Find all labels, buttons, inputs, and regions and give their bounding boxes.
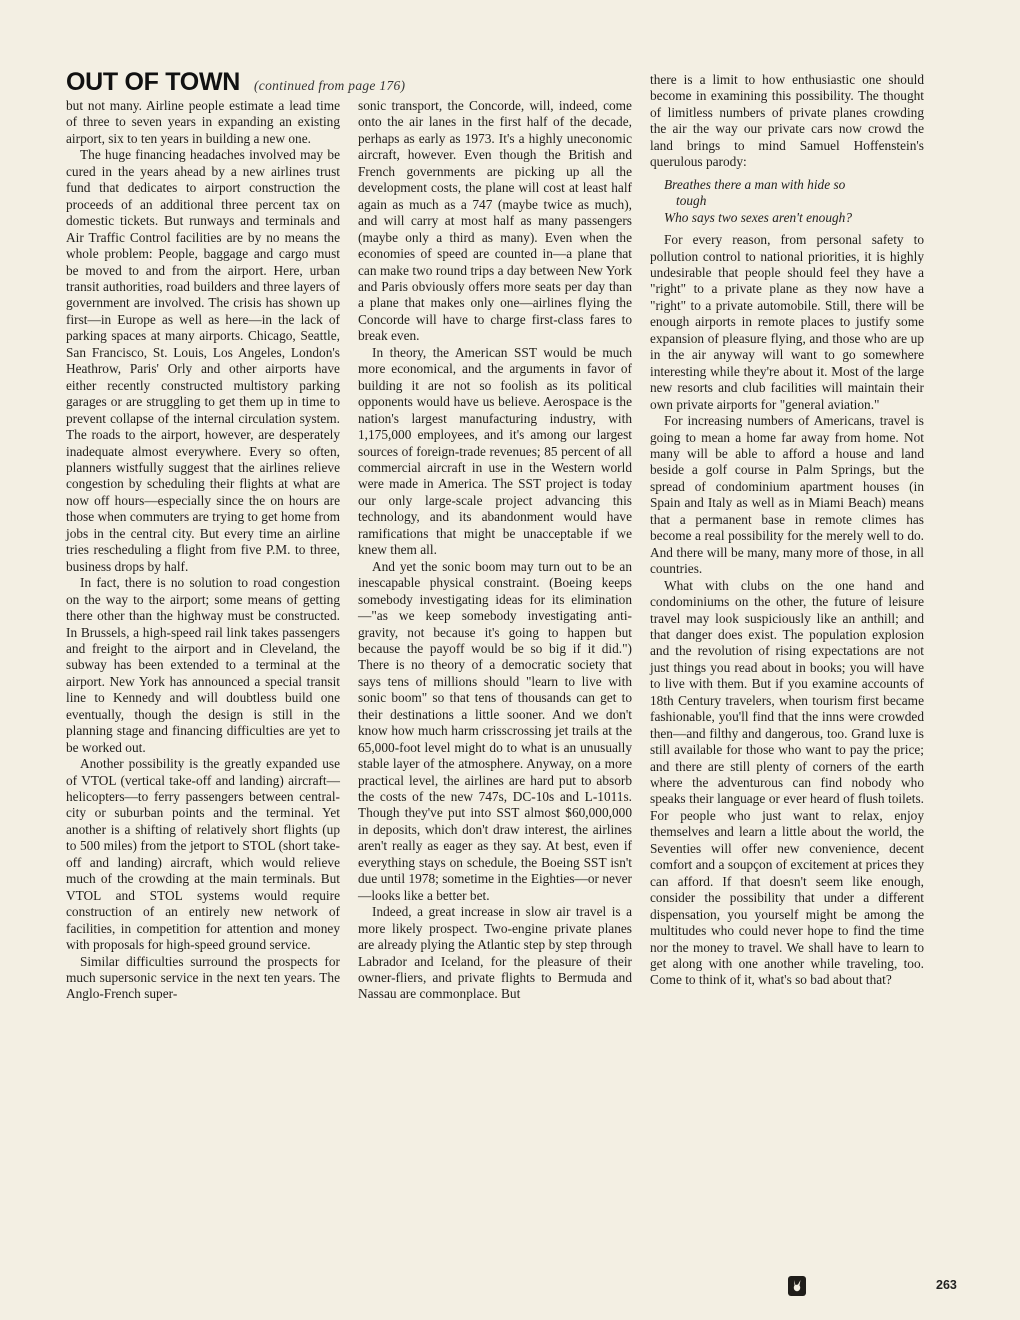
- paragraph: Another possibility is the greatly expanded use of VTOL (vertical take-off and landing) aircraft—helicopters—to ferry passengers between central-city or suburban points and the terminal. Yet another is a shifting of relatively short flights (up to 500 miles) from the jetport to STOL (short take-off and landing) aircraft, which would relieve much of the crowding at the main terminals. But VTOL and STOL systems would require construction of an entirely new network of facilities, in competition for attention and money with proposals for high-speed ground service.: [66, 756, 340, 953]
- text-column-1: [66, 98, 340, 1003]
- paragraph: sonic transport, the Concorde, will, indeed, come onto the air lanes in the first half of the decade, perhaps as early as 1973. It's a highly uneconomic aircraft, however. Even though the British and French governments are picking up all the development costs, the plane will cost at least half again as much as a 747 (maybe twice as much), and will carry at most half as many passengers (maybe only a third as many). Even when the economies of speed are counted in—a plane that can make two round trips a day between New York and Paris obviously offers more seats per day than a plane that makes only one—airlines flying the Concorde will have to charge first-class fares to break even.: [358, 98, 632, 344]
- paragraph: In theory, the American SST would be much more economical, and the arguments in favor of building it are not so foolish as its political opponents would have us believe. Aerospace is the nation's largest manufacturing industry, with 1,175,000 employees, and it's among our largest sources of foreign-trade revenues; 85 percent of all commercial aircraft in use in the Western world were made in America. The SST project is today our only large-scale project advancing this technology, and its abandonment would have ramifications that might be unacceptable if we knew them all.: [358, 344, 632, 558]
- verse-line: tough: [676, 193, 707, 209]
- verse-line: Who says two sexes aren't enough?: [664, 209, 853, 225]
- continued-note: (continued from page 176): [254, 78, 406, 93]
- paragraph: there is a limit to how enthusiastic one should become in examining this possibility. The thought of limitless numbers of private planes crowding the air the way our private cars now crowd the land brings to mind Samuel Hoffenstein's querulous parody:: [650, 72, 924, 170]
- verse-line: Breathes there a man with hide so: [664, 176, 846, 192]
- article-header: [66, 68, 626, 100]
- text-column-3: [650, 72, 924, 989]
- paragraph: For every reason, from personal safety to pollution control to national priorities, it is highly undesirable that people should feel they have a "right" to a private plane as they now have a "right" to a private automobile. Still, there will be enough airports in remote places to justify some expansion of pleasure flying, and those who are up in the air anyway will want to go somewhere interesting while they're about it. Most of the large new resorts and club facilities will maintain their own private airports for "general aviation.": [650, 232, 924, 412]
- page-number: 263: [936, 1278, 957, 1292]
- department-title: OUT OF TOWN: [66, 68, 240, 96]
- rabbit-head-icon: [788, 1276, 806, 1296]
- paragraph: The huge financing headaches involved may be cured in the years ahead by a new airlines trust fund that dedicates to airport construction the proceeds of an additional three percent tax on domestic tickets. But runways and terminals and Air Traffic Control facilities are by no means the whole problem: People, baggage and cargo must be moved to and from the airport. Here, urban transit authorities, road builders and three layers of government are involved. The crisis has shown up first—in Europe as well as here—in the lack of parking spaces at many airports. Chicago, Seattle, San Francisco, St. Louis, Los Angeles, London's Heathrow, Paris' Orly and other airports have either recently constructed multistory parking garages or are struggling to get them up in time to prevent collapse of the internal circulation system. The roads to the airport, however, are desperately inadequate almost everywhere. Every so often, planners wistfully suggest that the airlines relieve congestion by scheduling their flights at what are now off hours—especially since the on hours are those when commuters are trying to get home from jobs in the central city. But every time an airline tries rescheduling a flight from five P.M. to three, business drops by half.: [66, 147, 340, 574]
- paragraph: In fact, there is no solution to road congestion on the way to the airport; some means of getting there other than the highway must be constructed. In Brussels, a high-speed rail link takes passengers and freight to the airport and in Cleveland, the subway has been extended to a terminal at the airport. New York has announced a special transit line to Kennedy and will doubtless build one eventually, though the design is still in the planning stage and financing difficulties are yet to be worked out.: [66, 575, 340, 755]
- paragraph: Similar difficulties surround the prospects for much supersonic service in the next ten years. The Anglo-French super-: [66, 953, 340, 1002]
- paragraph: What with clubs on the one hand and condominiums on the other, the future of leisure travel may look suspiciously like an anthill; and that danger does exist. The population explosion and the revolution of rising expectations are not just things you read about in books; you will have to live with them. But if you examine accounts of 18th Century travelers, when tourism first became fashionable, you'll find that the inns were crowded then—and filthy and dangerous, too. Grand luxe is still available for those who want to pay the price; and there are still plenty of corners of the earth where the adventurous can find nobody who speaks their language or ever heard of flush toilets. For people who just want to relax, enjoy themselves and learn a little about the world, the Seventies will offer new convenience, decent comfort and a soupçon of excitement at prices they can afford. If that doesn't seem like enough, consider the possibility that under a different dispensation, you yourself might be among the multitudes who could never hope to find the time nor the money to travel. We shall have to learn to get along with one another while traveling, too. Come to think of it, what's so bad about that?: [650, 577, 924, 988]
- paragraph: For increasing numbers of Americans, travel is going to mean a home far away from home. Not many will be able to afford a house and land beside a golf course in Palm Springs, but the spread of condominium apartment houses (in Spain and Italy as well as in Miami Beach) means that a permanent base in remote climes has become a real possibility for the merely well to do. And there will be many, many more of those, in all countries.: [650, 413, 924, 577]
- text-column-2: [358, 98, 632, 1003]
- paragraph: but not many. Airline people estimate a lead time of three to seven years in expanding an existing airport, six to ten years in building a new one.: [66, 98, 340, 146]
- paragraph: Indeed, a great increase in slow air travel is a more likely prospect. Two-engine private planes are already plying the Atlantic step by step through Labrador and Iceland, for the pleasure of their owner-fliers, and private flights to Bermuda and Nassau are commonplace. But: [358, 904, 632, 1002]
- verse-quote: [664, 177, 924, 226]
- paragraph: And yet the sonic boom may turn out to be an inescapable physical constraint. (Boeing keeps somebody investigating ideas for its elimination—"as we keep somebody investigating anti-gravity, not because it's going to happen but because the payoff would be so big if it did.") There is no theory of a democratic society that says tens of millions should "learn to live with sonic boom" so that tens of thousands can get to their destinations a little sooner. And we don't know how much harm crisscrossing jet trails at the 65,000-foot level might do to what is an unusually stable layer of the atmosphere. Anyway, on a more practical level, the airlines are hard put to absorb the costs of the new 747s, DC-10s and L-1011s. Though they've put into SST almost $60,000,000 in deposits, which don't draw interest, the airlines aren't really as eager as they say. At best, even if everything stays on schedule, the Boeing SST isn't due until 1978; sometime in the Eighties—or never—looks like a better bet.: [358, 558, 632, 903]
